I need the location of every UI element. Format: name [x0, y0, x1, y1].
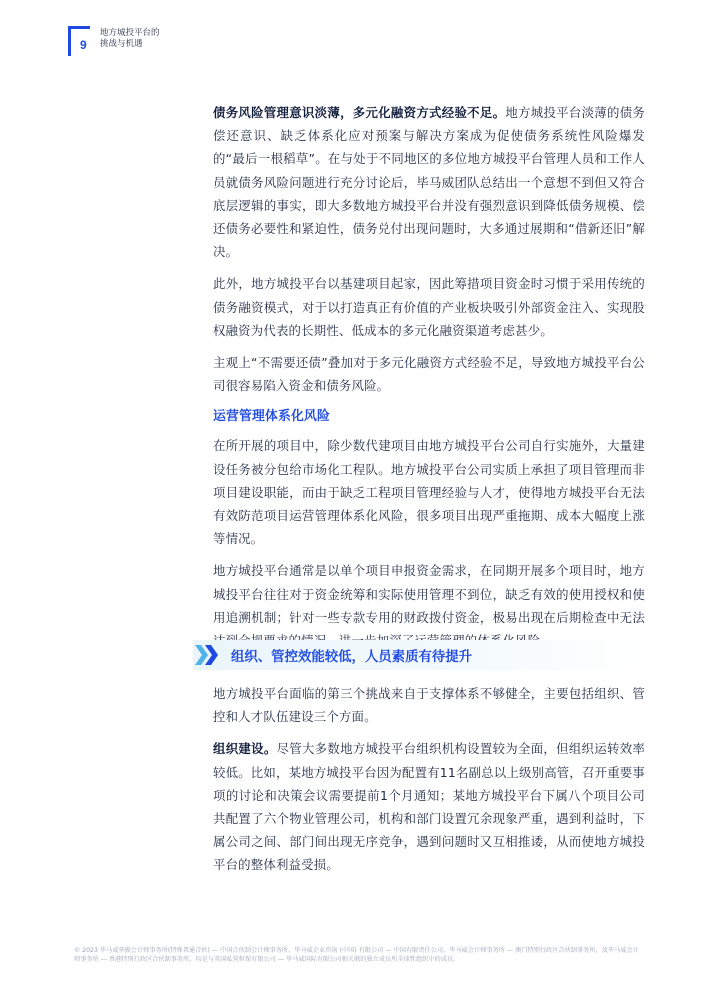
- paragraph-debt-risk: [213, 101, 645, 263]
- header-title-line1: 地方城投平台的: [100, 28, 160, 38]
- paragraph-org-building: [213, 737, 645, 876]
- double-chevron-icon: [193, 643, 221, 667]
- paragraph-funding-control: 地方城投平台通常是以单个项目申报资金需求，在同期开展多个项目时，地方城投平台往往对于资金统筹和实际使用管理不到位，缺乏有效的使用授权和使用追溯机制；针对一些专款专用的财政拨付资金，极易出现在后期检查中无法: [213, 563, 645, 625]
- section-banner: [193, 640, 645, 670]
- page-number: 9: [80, 38, 87, 52]
- main-content: [213, 101, 645, 661]
- header-title-line2: 挑战与机遇: [100, 39, 143, 49]
- footer-copyright: © 2023 毕马威华振会计师事务所(特殊普通合伙) — 中国合伙制会计师事务所，毕马威企业咨询 (中国) 有限公司 — 中国有限责任公司，毕马威会计师事务所 — 澳门特别行政区合伙制事务所，及毕马威会计师事务所 — 香港特别行政区合伙制事务所，均是与英国私营担保有限公司 — 毕马威国际有限公司相关联的独立成员所全球性组织中的成员。: [74, 947, 639, 963]
- paragraph-third-challenge: 地方城投平台面临的第三个挑战来自于支撑体系不够健全，主要包括组织、管控和人才队伍建设三个方面。: [213, 686, 645, 725]
- paragraph-body: 尽管大多数地方城投平台组织机构设置较为全面，但组织运转效率较低。比如，某地方城投平台因为配置有11名副总以上级别高管，召开重要事项的讨论和决策会议需要提前1个月通知；某地方城投平台下属八个项目公司共配置了六个物业管理公司，机构和部门设置冗余现象严重，遇到利益时，下属公司之间、部门间出现无序竞争，遇到问题时又互相推诿，从而使地方城投平台的整体利益受损。: [213, 741, 645, 873]
- header-title: [100, 28, 220, 50]
- paragraph-lead-bold: 组织建设。: [213, 741, 277, 757]
- main-content-2: [213, 682, 645, 886]
- paragraph-financing-mode: 此外，地方城投平台以基建项目起家，因此筹措项目资金时习惯于采用传统的债务融资模式，对于以打造真正有价值的产业板块吸引外部资金注入、实现股权融资为代表的长期性、低成本的多元化融资渠道考虑甚少。: [213, 276, 645, 338]
- paragraph-subjective-risk: 主观上“不需要还债”叠加对于多元化融资方式经验不足，导致地方城投平台公司很容易陷入资金和债务风险。: [213, 355, 645, 394]
- subheading-operations-risk: 运营管理体系化风险: [213, 409, 330, 425]
- paragraph-lead-bold: 债务风险管理意识淡薄，多元化融资方式经验不足。: [213, 105, 506, 120]
- paragraph-project-management: 在所开展的项目中，除少数代建项目由地方城投平台公司自行实施外，大量建设任务被分包给市场化工程队。地方城投平台公司实质上承担了项目管理而非项目建设职能，而由于缺乏工程项目管理经验与人才，使得地方城投平台无法有效防范项目运营管理体系化风险，很多项目出现严重拖期、成本大幅度上涨等情况。: [213, 438, 645, 547]
- paragraph-body: 地方城投平台淡薄的债务偿还意识、缺乏体系化应对预案与解决方案成为促使债务系统性风险爆发的“最后一根稻草”。在与处于不同地区的多位地方城投平台管理人员和工作人员就债务风险问题进行充分讨论后，毕马威团队总结出一个意想不到但又符合底层逻辑的事实，即大多数地方城投平台并没有强烈意识到降低债务规模、偿还债务必要性和紧迫性，债务兑付出现问题时，大多通过展期和“借新还旧”解决。: [213, 105, 645, 260]
- section-title: 组织、管控效能较低，人员素质有待提升: [231, 650, 473, 665]
